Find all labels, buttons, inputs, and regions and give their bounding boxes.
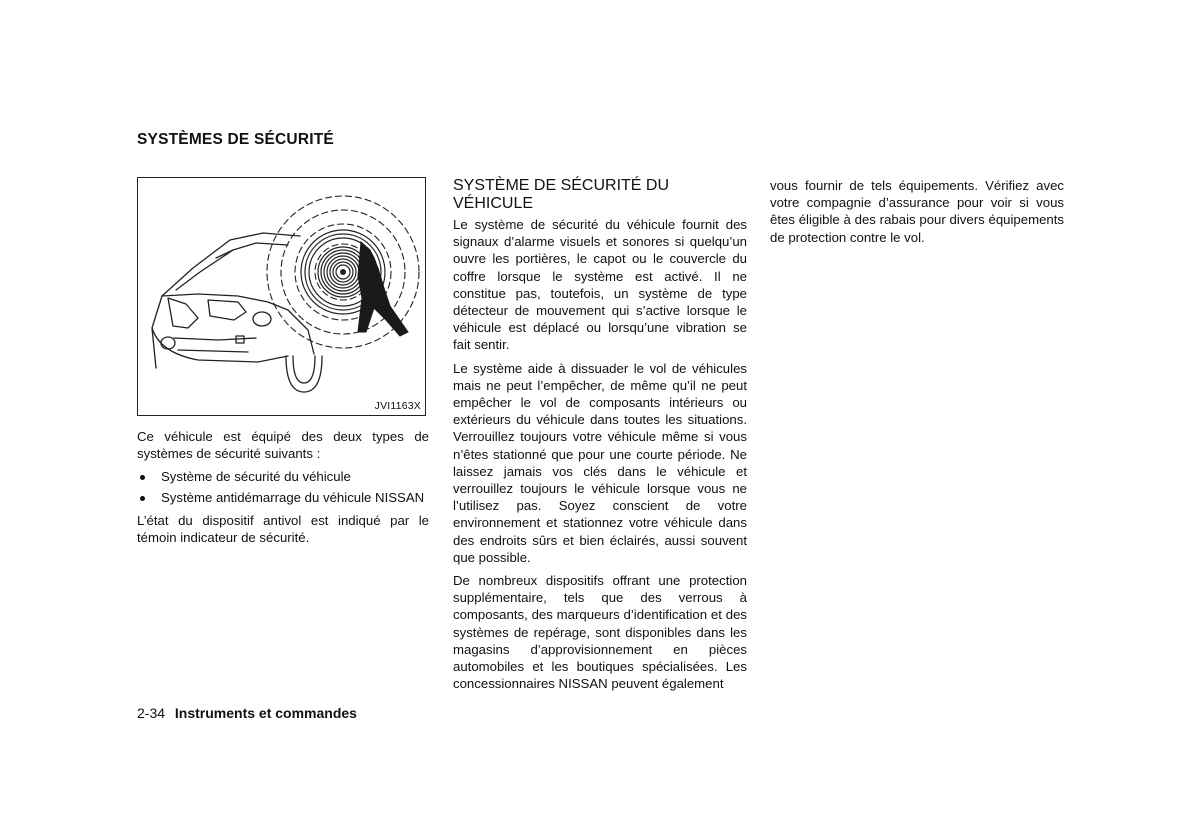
security-illustration: [137, 177, 426, 416]
column-left: [137, 428, 429, 552]
closing-paragraph: L’état du dispositif antivol est indiqué par le témoin indicateur de sécurité.: [137, 512, 429, 546]
page-title: SYSTÈMES DE SÉCURITÉ: [137, 131, 334, 148]
page-number: 2-34: [137, 705, 166, 721]
list-item: Système antidémarrage du véhicule NISSAN: [137, 489, 429, 506]
column-middle: [453, 177, 747, 698]
bullet-list: [137, 468, 429, 505]
paragraph: Le système de sécurité du véhicule fournit des signaux d’alarme visuels et sonores si quelqu’un ouvre les portières, le capot ou le couvercle du coffre lorsque le système est activé. Il ne constitue pas, toutefois, un système de type détecteur de mouvement qui s’active lorsque le véhicule est déplacé ou lorsqu’une vibration se fait sentir.: [453, 217, 747, 353]
page-footer: [137, 705, 357, 721]
bullet-icon: [140, 475, 145, 480]
bullet-icon: [140, 496, 145, 501]
section-heading: SYSTÈME DE SÉCURITÉ DU VÉHICULE: [453, 177, 670, 212]
paragraph: De nombreux dispositifs offrant une protection supplémentaire, tels que des verrous à composants, des marqueurs d’identification et des systèmes de repérage, sont disponibles dans les magasins d’approvisionnement en pièces automobiles et les boutiques spécialisées. Les concessionnaires NISSAN peuvent également: [453, 573, 747, 692]
column-right: [770, 177, 1064, 252]
list-item: Système de sécurité du véhicule: [137, 468, 429, 485]
car-alarm-drawing: [138, 178, 425, 415]
paragraph: Le système aide à dissuader le vol de véhicules mais ne peut l’empêcher, de même qu’il ne peut empêcher le vol de composants intérieurs ou extérieurs du véhicule dans toutes les situations. Verrouillez toujours votre véhicule même si vous n’êtes stationné que pour une courte période. Ne laissez jamais vos clés dans le véhicule et verrouillez toujours le véhicule lorsque vous ne l’utilisez pas. Soyez conscient de votre environnement et stationnez votre véhicule dans des endroits sûrs et bien éclairés, aussi souvent que possible.: [453, 360, 747, 565]
intro-paragraph: Ce véhicule est équipé des deux types de systèmes de sécurité suivants :: [137, 429, 429, 462]
figure-code: JVI1163X: [374, 400, 421, 412]
chapter-title: Instruments et commandes: [174, 705, 357, 721]
paragraph: vous fournir de tels équipements. Vérifiez avec votre compagnie d’assurance pour voir si vous êtes éligible à des rabais pour divers équipements de protection contre le vol.: [770, 178, 1064, 245]
